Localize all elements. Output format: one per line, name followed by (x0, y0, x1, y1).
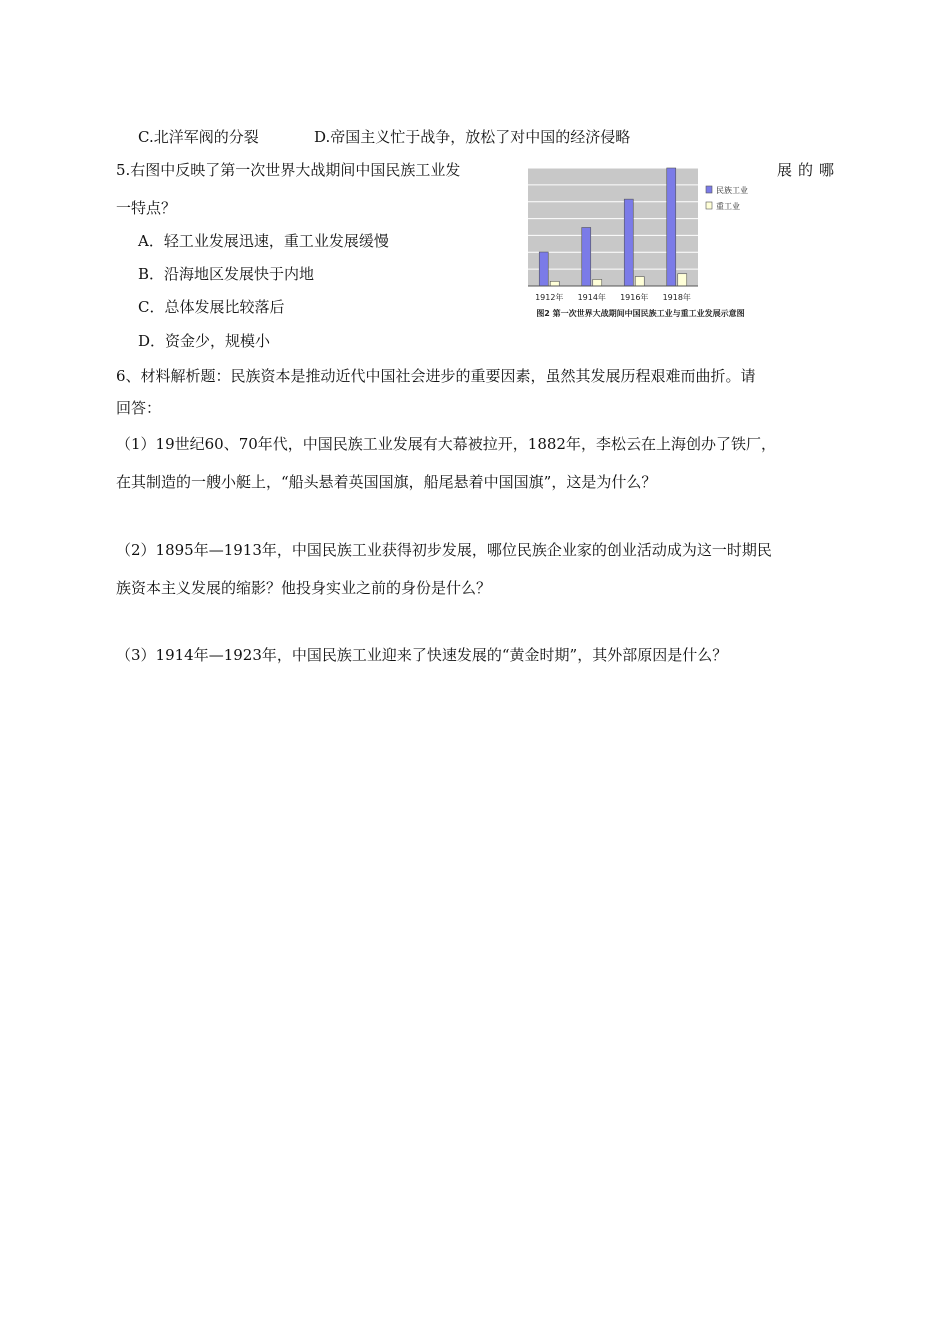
option-c-prev: C.北洋军阀的分裂 (138, 128, 259, 146)
q6-part3: （3）1914年—1923年，中国民族工业迎来了快速发展的“黄金时期”，其外部原因是什么？ (116, 646, 728, 664)
q5-option-d: D．资金少，规模小 (138, 332, 271, 350)
q5-stem-part1: 5.右图中反映了第一次世界大战期间中国民族工业发 (116, 161, 461, 179)
q6-part1-line2: 在其制造的一艘小艇上，“船头悬着英国国旗，船尾悬着中国国旗”，这是为什么？ (116, 473, 657, 491)
x-tick-label: 1916年 (620, 293, 649, 302)
bar-heavy (593, 279, 602, 286)
q6-intro-line1: 6、材料解析题：民族资本是推动近代中国社会进步的重要因素，虽然其发展历程艰难而曲折。请 (116, 367, 756, 385)
q5-stem-part2: 展的哪 (777, 161, 841, 179)
x-tick-label: 1914年 (577, 293, 606, 302)
x-tick-label: 1912年 (535, 293, 564, 302)
bar-national (539, 252, 548, 286)
q5-stem-part3: 一特点？ (116, 199, 177, 217)
chart-svg (518, 160, 763, 308)
bar-national (624, 199, 633, 286)
bar-heavy (550, 281, 559, 286)
q6-part2-line1: （2）1895年—1913年，中国民族工业获得初步发展，哪位民族企业家的创业活动成为这一时期民 (116, 541, 772, 559)
q6-part1-line1: （1）19世纪60、70年代，中国民族工业发展有大幕被拉开，1882年，李松云在上海创办了铁厂， (116, 435, 776, 453)
legend-label: 民族工业 (716, 186, 748, 195)
q6-intro-line2: 回答： (116, 399, 162, 417)
x-tick-label: 1918年 (662, 293, 691, 302)
bar-heavy (635, 277, 644, 286)
q5-option-a: A．轻工业发展迅速，重工业发展缓慢 (138, 232, 389, 250)
industry-bar-chart (518, 160, 763, 323)
bar-heavy (678, 274, 687, 286)
q6-part2-line2: 族资本主义发展的缩影？他投身实业之前的身份是什么？ (116, 579, 492, 597)
legend-swatch (706, 186, 712, 193)
bar-national (667, 168, 676, 286)
legend-label: 重工业 (716, 202, 740, 211)
chart-caption: 图2 第一次世界大战期间中国民族工业与重工业发展示意图 (536, 309, 745, 318)
option-d-prev: D.帝国主义忙于战争，放松了对中国的经济侵略 (314, 128, 631, 146)
legend-swatch (706, 202, 712, 209)
q5-option-b: B．沿海地区发展快于内地 (138, 265, 315, 283)
q5-option-c: C．总体发展比较落后 (138, 298, 285, 316)
bar-national (582, 227, 591, 286)
